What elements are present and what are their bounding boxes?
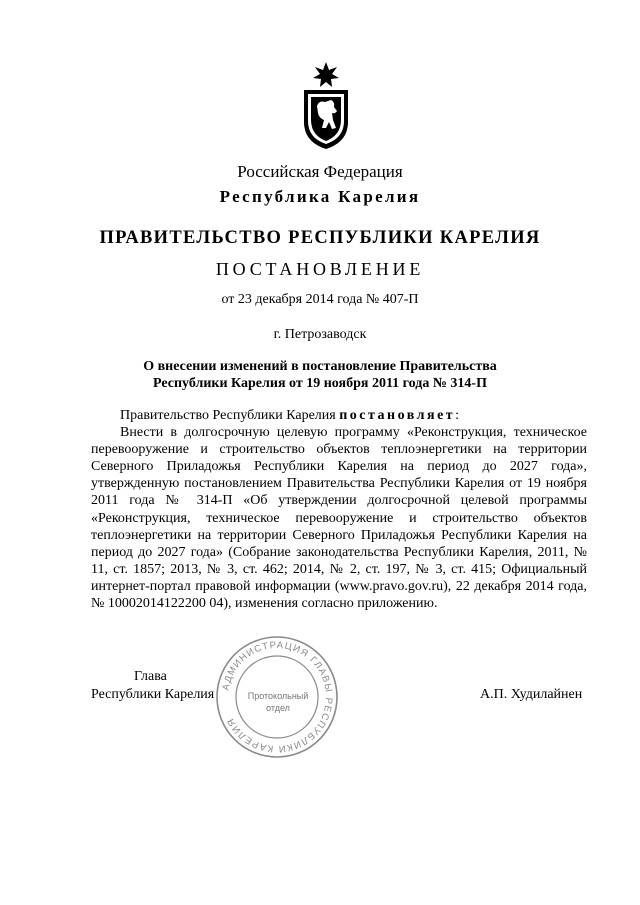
document-type: ПОСТАНОВЛЕНИЕ [215, 259, 425, 279]
document-city: г. Петрозаводск [273, 327, 367, 342]
document-date-number: от 23 декабря 2014 года № 407-П [221, 292, 419, 307]
country-name: Российская Федерация [237, 162, 403, 181]
document-title-line-2: Республики Карелия от 19 ноября 2011 года № 314-П [153, 376, 487, 391]
coat-of-arms-emblem [301, 62, 351, 150]
resolution-preamble [91, 407, 587, 424]
document-title-line-1: О внесении изменений в постановление Правительства [143, 359, 497, 374]
republic-name: Республика Карелия [219, 187, 421, 206]
preamble-verb: постановляет [339, 408, 456, 423]
document-body [91, 407, 587, 612]
signatory-title-line-1: Глава [134, 669, 167, 684]
stamp-inner-line-2: отдел [266, 703, 290, 713]
government-heading: ПРАВИТЕЛЬСТВО РЕСПУБЛИКИ КАРЕЛИЯ [99, 228, 541, 248]
preamble-lead: Правительство Республики Карелия [120, 408, 340, 423]
signatory-name: А.П. Худилайнен [480, 687, 583, 702]
signatory-title-line-2: Республики Карелия [91, 687, 215, 702]
resolution-paragraph: Внести в долгосрочную целевую программу «Реконструкция, техническое перевооружение и строительство объектов теплоэнергетики на территории Северного Приладожья Республики Карелия на период до 2027 года», утвержденную постановлением Правительства Республики Карелия от 19 ноября 2011 года № 314-П «Об утверждении долгосрочной целевой программы «Реконструкция, техническое перевооружение и строительство объектов теплоэнергетики на территории Северного Приладожья Республики Карелия на период до 2027 года» (Собрание законодательства Республики Карелия, 2011, № 11, ст. 1857; 2013, № 3, ст. 462; 2014, № 2, ст. 197, № 3, ст. 415; Официальный интернет-портал правовой информации (www.pravo.gov.ru), 22 декабря 2014 года, № 10002014122200 04), изменения согласно приложению. [91, 425, 587, 612]
document-title [0, 358, 640, 392]
stamp-ring-text: АДМИНИСТРАЦИЯ ГЛАВЫ РЕСПУБЛИКИ КАРЕЛИЯ [220, 639, 335, 755]
stamp-inner-line-1: Протокольный [247, 691, 309, 701]
preamble-colon: : [455, 408, 460, 423]
